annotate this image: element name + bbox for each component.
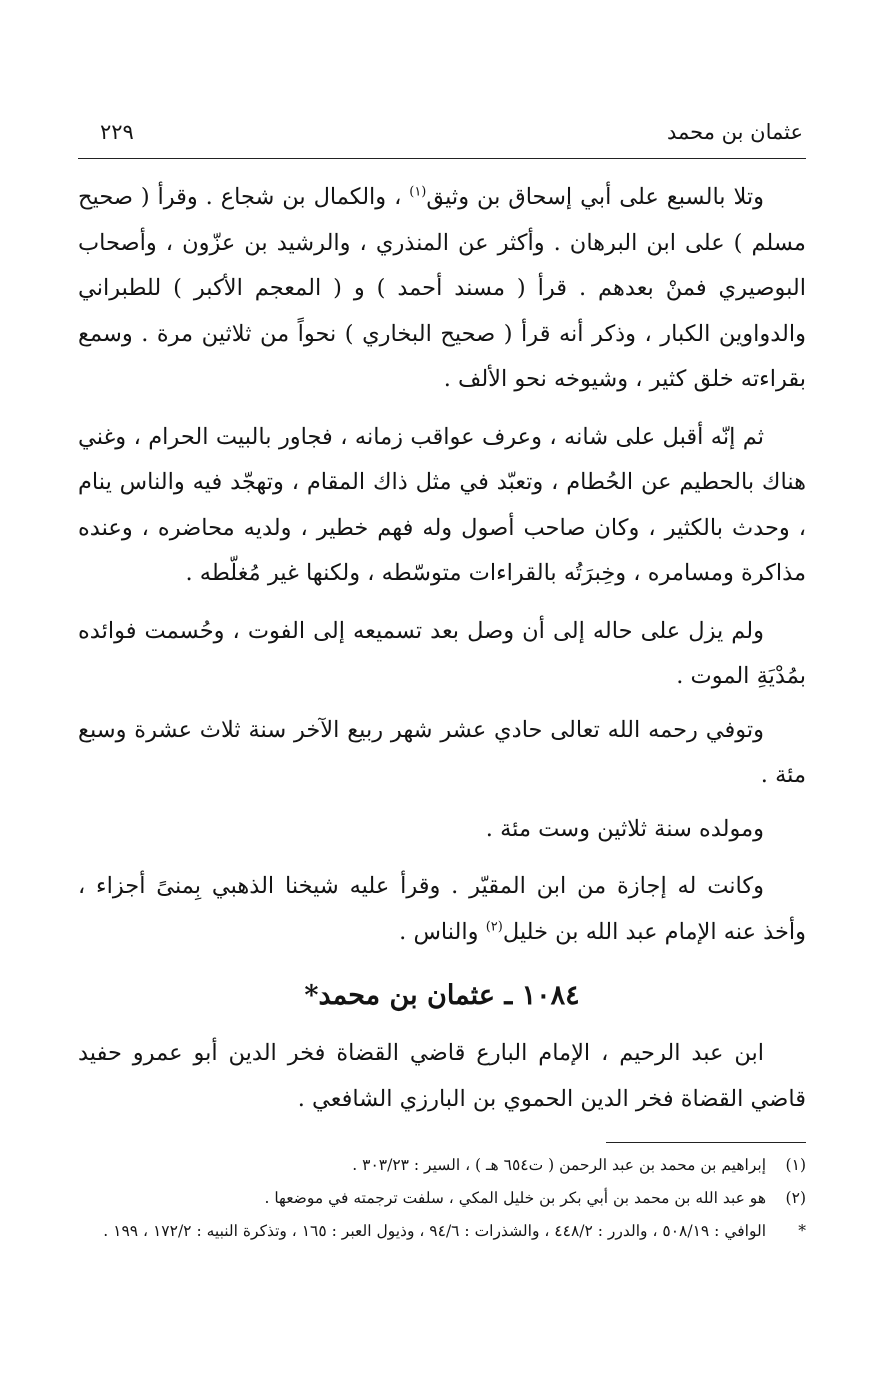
running-title: عثمان بن محمد	[667, 120, 803, 144]
running-header	[78, 120, 806, 159]
footnote-ref-2[interactable]: (٢)	[485, 919, 503, 934]
footnote-divider	[606, 1142, 806, 1143]
footnote	[78, 1149, 806, 1182]
footnote	[78, 1215, 806, 1248]
footnote-text: هو عبد الله بن محمد بن أبي بكر بن خليل المكي ، سلفت ترجمته في موضعها .	[264, 1189, 766, 1207]
book-page	[78, 120, 806, 1248]
paragraph-readings: وتلا بالسبع على أبي إسحاق بن وثيق$^{(١)}$ ، والكمال بن شجاع . وقرأ ( صحيح مسلم ) على ابن البرهان . وأكثر عن المنذري ، والرشيد بن عزّون ، وأصحاب البوصيري فمنْ بعدهم . قرأ ( مسند أحمد ) و ( المعجم الأكبر ) للطبراني والدواوين الكبار ، وذكر أنه قرأ ( صحيح البخاري ) نحواً من ثلاثين مرة . وسمع بقراءته خلق كثير ، وشيوخه نحو الألف .	[78, 184, 806, 392]
paragraph-birth: ومولده سنة ثلاثين وست مئة .	[485, 815, 764, 842]
page-number: ٢٢٩	[100, 120, 134, 144]
footnotes	[78, 1149, 806, 1248]
footnote-text: الوافي : ٥٠٨/١٩ ، والدرر : ٤٤٨/٢ ، والشذرات : ٩٤/٦ ، وذيول العبر : ١٦٥ ، وتذكرة النبيه : ١٧٢/٢ ، ١٩٩ .	[103, 1222, 766, 1240]
footnote	[78, 1182, 806, 1215]
entry-paragraph: ابن عبد الرحيم ، الإمام البارع قاضي القضاة فخر الدين أبو عمرو حفيد قاضي القضاة فخر الدين الحموي بن البارزي الشافعي .	[78, 1040, 806, 1112]
footnote-marker: (٢)	[785, 1189, 806, 1207]
paragraph-death-date: وتوفي رحمه الله تعالى حادي عشر شهر ربيع الآخر سنة ثلاث عشرة وسبع مئة .	[78, 716, 806, 788]
footnote-text: إبراهيم بن محمد بن عبد الرحمن ( ت٦٥٤ هـ ) ، السير : ٣٠٣/٢٣ .	[352, 1156, 766, 1174]
paragraph-ijaza: وكانت له إجازة من ابن المقيّر . وقرأ عليه شيخنا الذهبي بِمنىً أجزاء ، وأخذ عنه الإمام عبد الله بن خليل$^{(٢)}$ والناس .	[78, 873, 806, 945]
entry-heading: ١٠٨٤ ـ عثمان بن محمد*	[304, 980, 580, 1011]
footnote-marker: *	[798, 1222, 806, 1240]
footnote-marker: (١)	[785, 1156, 806, 1174]
body-text	[78, 175, 806, 1122]
paragraph-death-approach: ولم يزل على حاله إلى أن وصل بعد تسميعه إلى الفوت ، وحُسمت فوائده بمُدْيَةِ الموت .	[78, 617, 806, 689]
footnote-ref-1[interactable]: (١)	[409, 184, 427, 200]
paragraph-mecca: ثم إنّه أقبل على شانه ، وعرف عواقب زمانه ، فجاور بالبيت الحرام ، وغني هناك بالحطيم عن الحُطام ، وتعبّد في مثل ذاك المقام ، وتهجّد فيه والناس ينام ، وحدث بالكثير ، وكان صاحب أصول وله فهم خطير ، ولديه محاضره ، وعنده مذاكرة ومسامره ، وخِبرَتُه بالقراءات متوسّطه ، ولكنها غير مُغلّطه .	[78, 423, 806, 586]
